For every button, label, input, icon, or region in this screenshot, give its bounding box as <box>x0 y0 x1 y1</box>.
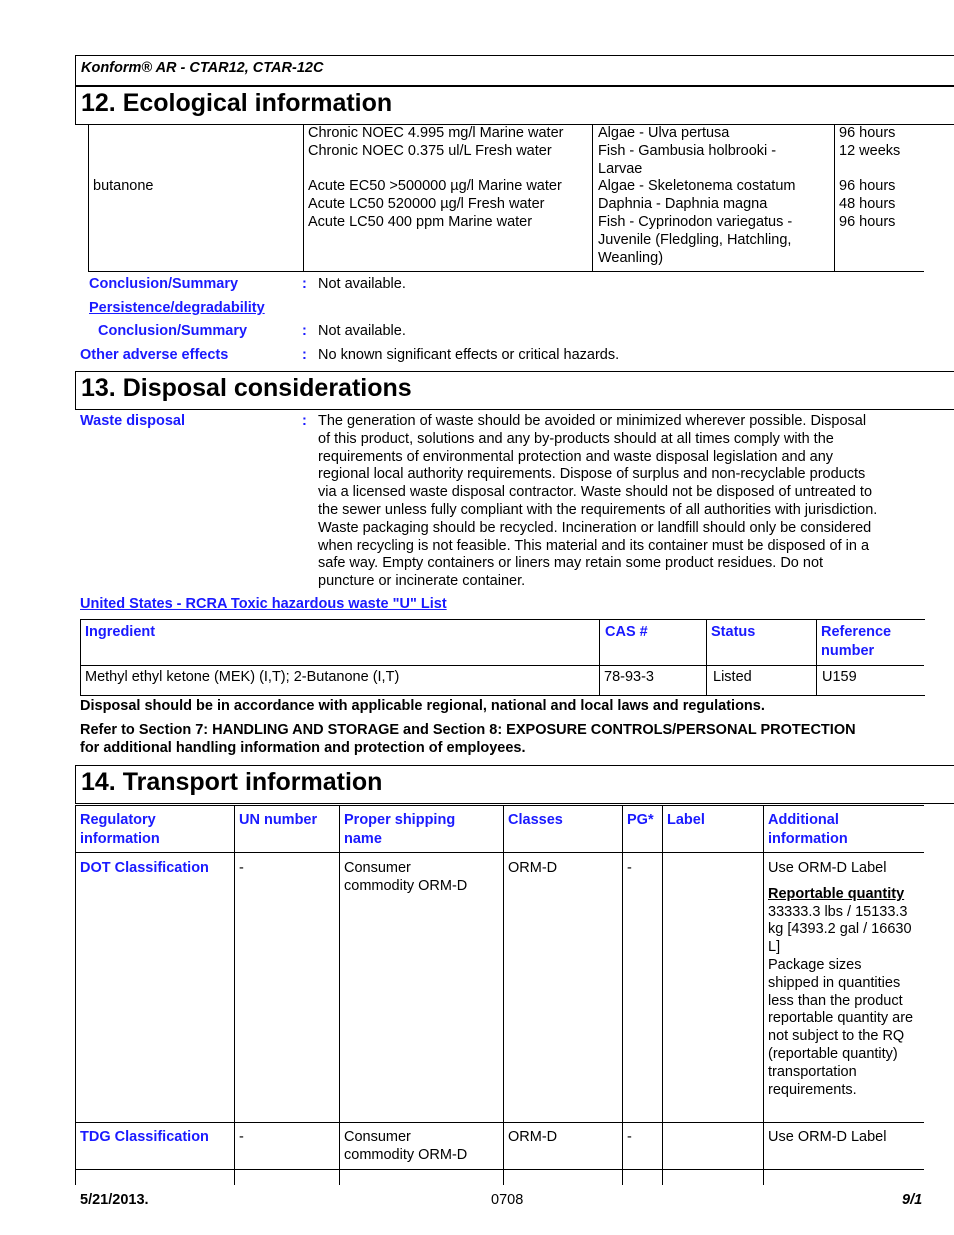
eco-species: Juvenile (Fledgling, Hatchling, <box>598 231 792 248</box>
tdg-classes: ORM-D <box>508 1129 558 1145</box>
dot-classification-label: DOT Classification <box>80 860 209 876</box>
eco-species-col <box>598 125 795 267</box>
dot-additional-info: Use ORM-D Label Reportable quantity 33333.3 lbs / 15133.3 kg [4393.2 gal / 16630 L] Package sizes shipped in quantities less than the product reportable quantity are not subject to the RQ (reportable quantity) transportation requirements. <box>768 860 914 1098</box>
tdg-shipping-name: Consumer commodity ORM-D <box>344 1129 468 1163</box>
eco-species: Fish - Cyprinodon variegatus - <box>598 213 793 230</box>
rcra-header-reference: Reference number <box>821 624 892 659</box>
eco-result: Chronic NOEC 0.375 ul/L Fresh water <box>308 142 552 159</box>
table-border <box>622 805 623 1185</box>
section-title: 14. Transport information <box>81 768 383 796</box>
dot-classes: ORM-D <box>508 860 558 876</box>
eco-species: Weanling) <box>598 249 664 266</box>
table-border <box>88 271 924 272</box>
table-border <box>599 619 600 695</box>
tdg-un-number: - <box>239 1129 244 1145</box>
eco-species: Daphnia - Daphnia magna <box>598 196 768 213</box>
transport-header-label: Label <box>667 812 705 828</box>
product-name: Konform® AR - CTAR12, CTAR-12C <box>81 60 324 76</box>
transport-header-pg: PG* <box>627 812 654 828</box>
section-14-header <box>75 765 954 804</box>
conclusion-label: Conclusion/Summary <box>89 276 239 292</box>
table-border <box>88 124 89 272</box>
table-border <box>763 805 764 1185</box>
rcra-header-cas: CAS # <box>605 624 648 640</box>
footer-page-number: 9/1 <box>902 1192 923 1208</box>
table-border <box>303 124 304 272</box>
eco-species: Fish - Gambusia holbrooki - <box>598 142 777 159</box>
table-border <box>234 805 235 1185</box>
other-effects-value: No known significant effects or critical hazards. <box>318 347 620 363</box>
eco-exposure: 96 hours <box>839 213 896 230</box>
rcra-ingredient: Methyl ethyl ketone (MEK) (I,T); 2-Butanone (I,T) <box>85 669 400 685</box>
table-border <box>834 124 835 272</box>
rcra-list-title: United States - RCRA Toxic hazardous waste "U" List <box>80 596 447 612</box>
transport-header-regulatory: Regulatory information <box>80 812 160 847</box>
table-border <box>816 619 817 695</box>
table-border <box>75 1169 924 1170</box>
dot-un-number: - <box>239 860 244 876</box>
colon: : <box>302 276 307 292</box>
section-13-header <box>75 371 954 410</box>
persistence-heading: Persistence/degradability <box>89 300 265 316</box>
rcra-header-ingredient: Ingredient <box>85 624 156 640</box>
table-border <box>339 805 340 1185</box>
transport-header-un: UN number <box>239 812 318 828</box>
persistence-conclusion-value: Not available. <box>318 323 406 339</box>
eco-result: Chronic NOEC 4.995 mg/l Marine water <box>308 125 564 141</box>
eco-exposure-col <box>839 125 900 232</box>
eco-results-col <box>308 125 563 232</box>
eco-exposure: 96 hours <box>839 125 896 141</box>
eco-product: butanone <box>93 178 154 194</box>
table-border <box>80 665 924 666</box>
colon: : <box>302 347 307 363</box>
other-effects-label: Other adverse effects <box>80 347 229 363</box>
eco-species: Algae - Ulva pertusa <box>598 125 730 141</box>
disposal-note: Disposal should be in accordance with applicable regional, national and local laws and regulations. <box>80 698 765 714</box>
eco-result: Acute LC50 400 ppm Marine water <box>308 213 533 230</box>
dot-shipping-name: Consumer commodity ORM-D <box>344 860 468 894</box>
dot-pg: - <box>627 860 632 876</box>
rcra-header-status: Status <box>711 624 756 640</box>
waste-disposal-text: The generation of waste should be avoided or minimized wherever possible. Disposal of this product, solutions and any by-products should at all times comply with the requirements of environmental protection and waste disposal legislation and any regional local authority requirements. Dispose of surplus and non-recyclable products via a licensed waste disposal contractor. Waste should not be disposed of untreated to the sewer unless fully compliant with the requirements of all authorities with jurisdiction. Waste packaging should be recycled. Incineration or landfill should only be considered when recycling is not feasible. This material and its container must be disposed of in a safe way. Empty containers or liners may retain some product residues. Do not puncture or incinerate container. <box>318 413 878 590</box>
eco-result: Acute LC50 520000 µg/l Fresh water <box>308 196 545 213</box>
persistence-conclusion-label: Conclusion/Summary <box>98 323 248 339</box>
section-12-header <box>75 86 954 125</box>
footer-date: 5/21/2013. <box>80 1192 149 1208</box>
document-header <box>75 55 954 86</box>
waste-disposal-label: Waste disposal <box>80 413 186 429</box>
tdg-classification-label: TDG Classification <box>80 1129 209 1145</box>
eco-exposure: 12 weeks <box>839 142 901 159</box>
table-border <box>592 124 593 272</box>
rcra-status: Listed <box>713 669 752 685</box>
eco-exposure: 48 hours <box>839 196 896 213</box>
table-border <box>75 805 76 1185</box>
table-border <box>75 852 924 853</box>
table-border <box>706 619 707 695</box>
table-border <box>75 1122 924 1123</box>
tdg-additional-info: Use ORM-D Label <box>768 1129 887 1145</box>
refer-note: Refer to Section 7: HANDLING AND STORAGE and Section 8: EXPOSURE CONTROLS/PERSONAL PROTECTION for additional handling information and protection of employees. <box>80 722 856 756</box>
colon: : <box>302 323 307 339</box>
transport-header-additional: Additional information <box>768 812 848 847</box>
rcra-cas: 78-93-3 <box>604 669 654 685</box>
footer-code: 0708 <box>491 1192 524 1208</box>
colon: : <box>302 413 307 429</box>
section-title: 13. Disposal considerations <box>81 374 412 402</box>
reportable-quantity-title: Reportable quantity <box>768 885 905 902</box>
eco-species: Algae - Skeletonema costatum <box>598 178 796 195</box>
transport-header-classes: Classes <box>508 812 563 828</box>
table-border <box>75 805 924 806</box>
tdg-pg: - <box>627 1129 632 1145</box>
rcra-reference: U159 <box>822 669 857 685</box>
eco-exposure: 96 hours <box>839 178 896 195</box>
conclusion-value: Not available. <box>318 276 406 292</box>
table-border <box>662 805 663 1185</box>
table-border <box>503 805 504 1185</box>
eco-result: Acute EC50 >500000 µg/l Marine water <box>308 178 562 195</box>
transport-header-shipping-name: Proper shipping name <box>344 812 456 847</box>
eco-species: Larvae <box>598 160 643 177</box>
section-title: 12. Ecological information <box>81 89 393 117</box>
